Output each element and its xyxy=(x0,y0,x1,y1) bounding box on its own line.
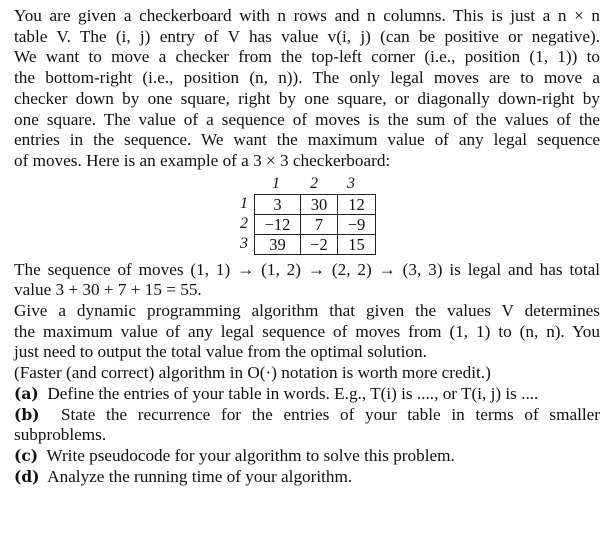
intro-line: table V. The (i, j) entry of V has value v(i, j) (can be positive or negative). xyxy=(14,26,600,46)
part-label: (b) xyxy=(14,404,40,424)
task-line: Give a dynamic programming algorithm that given the values V determines xyxy=(14,301,600,321)
board-row xyxy=(255,214,376,234)
example-board xyxy=(14,172,600,260)
task-line: the maximum value of any legal sequence of moves from (1, 1) to (n, n). You xyxy=(14,321,600,341)
intro-line: entries in the sequence. We want the maximum value of any legal sequence xyxy=(14,130,600,150)
board-cell: 30 xyxy=(301,194,338,214)
board-cell: −12 xyxy=(255,214,301,234)
column-header: 2 xyxy=(310,174,318,192)
row-header: 2 xyxy=(240,214,248,232)
column-header: 1 xyxy=(272,174,280,192)
column-header: 3 xyxy=(347,174,355,192)
board-cell: 12 xyxy=(338,194,376,214)
credit-note: (Faster (and correct) algorithm in O(·) notation is worth more credit.) xyxy=(14,363,491,383)
intro-line: the bottom-right (i.e., position (n, n)). The only legal moves are to move a xyxy=(14,68,600,88)
intro-line: one square. The value of a sequence of moves is the sum of the values of the xyxy=(14,109,600,129)
example-line: value 3 + 30 + 7 + 15 = 55. xyxy=(14,280,202,300)
board-cell: 7 xyxy=(301,214,338,234)
part-d xyxy=(14,467,600,488)
part-label: (c) xyxy=(14,445,39,465)
board-cell: −9 xyxy=(338,214,376,234)
intro-line: We want to move a checker from the top-left corner (i.e., position (1, 1)) to xyxy=(14,47,600,67)
row-header: 1 xyxy=(240,194,248,212)
board-row xyxy=(255,194,376,214)
part-label: (a) xyxy=(14,383,39,403)
intro-line: You are given a checkerboard with n rows and n columns. This is just a n × n xyxy=(14,6,600,25)
intro-line: of moves. Here is an example of a 3 × 3 checkerboard: xyxy=(14,150,391,170)
example-line: The sequence of moves (1, 1) → (1, 2) → (2, 2) → (3, 3) is legal and has total xyxy=(14,259,600,279)
part-b xyxy=(14,405,600,446)
task-paragraph xyxy=(14,301,600,363)
board-cell: 15 xyxy=(338,234,376,254)
part-a xyxy=(14,384,600,405)
part-text: Analyze the running time of your algorithm. xyxy=(47,466,353,486)
board-table xyxy=(254,194,376,255)
part-text: State the recurrence for the entries of your table in terms of smaller xyxy=(60,404,601,424)
problem-statement xyxy=(14,6,600,487)
intro-line: checker down by one square, right by one square, or diagonally down-right by xyxy=(14,88,600,108)
example-paragraph xyxy=(14,260,600,301)
part-text: Define the entries of your table in words. E.g., T(i) is ...., or T(i, j) is .... xyxy=(47,383,539,403)
part-label: (d) xyxy=(14,466,40,486)
part-text-continued: subproblems. xyxy=(14,425,107,445)
task-line: just need to output the total value from the optimal solution. xyxy=(14,342,427,362)
part-text: Write pseudocode for your algorithm to solve this problem. xyxy=(46,445,455,465)
row-header: 3 xyxy=(240,234,248,252)
part-c xyxy=(14,446,600,467)
board-cell: 3 xyxy=(255,194,301,214)
board-cell: −2 xyxy=(301,234,338,254)
board-row xyxy=(255,234,376,254)
board-cell: 39 xyxy=(255,234,301,254)
intro-paragraph xyxy=(14,6,600,172)
